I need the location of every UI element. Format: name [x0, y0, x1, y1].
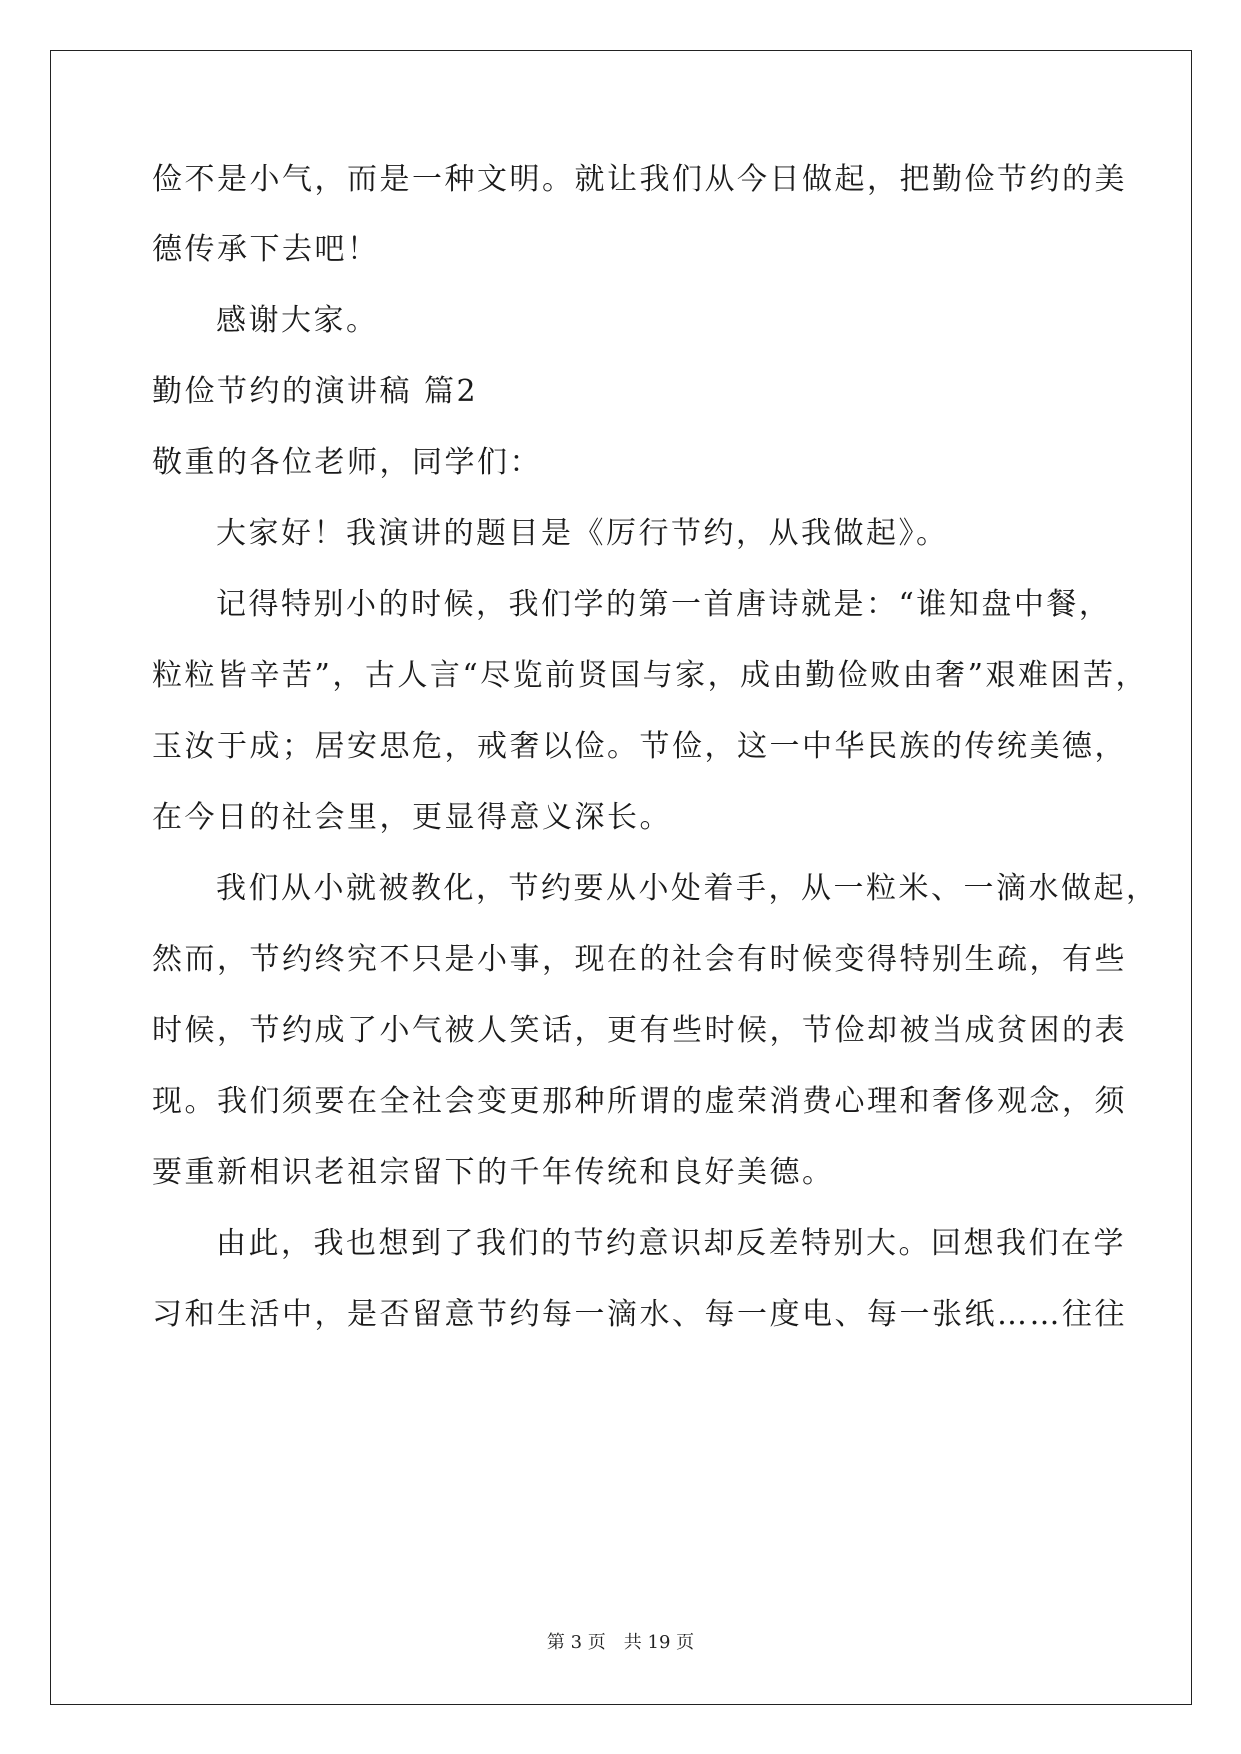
- text-line-17: 习和生活中，是否留意节约每一滴水、每一度电、每一张纸……往往: [152, 1297, 1127, 1332]
- text-line-1: 俭不是小气，而是一种文明。就让我们从今日做起，把勤俭节约的美: [152, 162, 1127, 197]
- text-line-12: 然而，节约终究不只是小事，现在的社会有时候变得特别生疏，有些: [152, 942, 1127, 977]
- salutation: 敬重的各位老师，同学们：: [152, 445, 542, 480]
- page-number-footer: 第 3 页 共 19 页: [546, 1632, 695, 1653]
- text-line-13: 时候，节约成了小气被人笑话，更有些时候，节俭却被当成贫困的表: [152, 1013, 1127, 1048]
- text-line-14: 现。我们须要在全社会变更那种所谓的虚荣消费心理和奢侈观念，须: [152, 1084, 1127, 1119]
- text-line-15: 要重新相识老祖宗留下的千年传统和良好美德。: [152, 1155, 835, 1190]
- text-line-2: 德传承下去吧！: [152, 232, 380, 267]
- text-line-6: 大家好！我演讲的题目是《厉行节约，从我做起》。: [216, 516, 949, 551]
- text-line-9: 玉汝于成；居安思危，戒奢以俭。节俭，这一中华民族的传统美德，: [152, 729, 1127, 764]
- text-line-7: 记得特别小的时候，我们学的第一首唐诗就是：“谁知盘中餐，: [216, 587, 1112, 622]
- text-line-3: 感谢大家。: [216, 303, 379, 338]
- text-line-10: 在今日的社会里，更显得意义深长。: [152, 800, 672, 835]
- text-line-16: 由此，我也想到了我们的节约意识却反差特别大。回想我们在学: [216, 1226, 1126, 1261]
- text-line-11: 我们从小就被教化，节约要从小处着手，从一粒米、一滴水做起，: [216, 871, 1159, 906]
- section-heading: 勤俭节约的演讲稿 篇2: [152, 374, 479, 409]
- text-line-8: 粒粒皆辛苦”，古人言“尽览前贤国与家，成由勤俭败由奢”艰难困苦，: [152, 658, 1149, 693]
